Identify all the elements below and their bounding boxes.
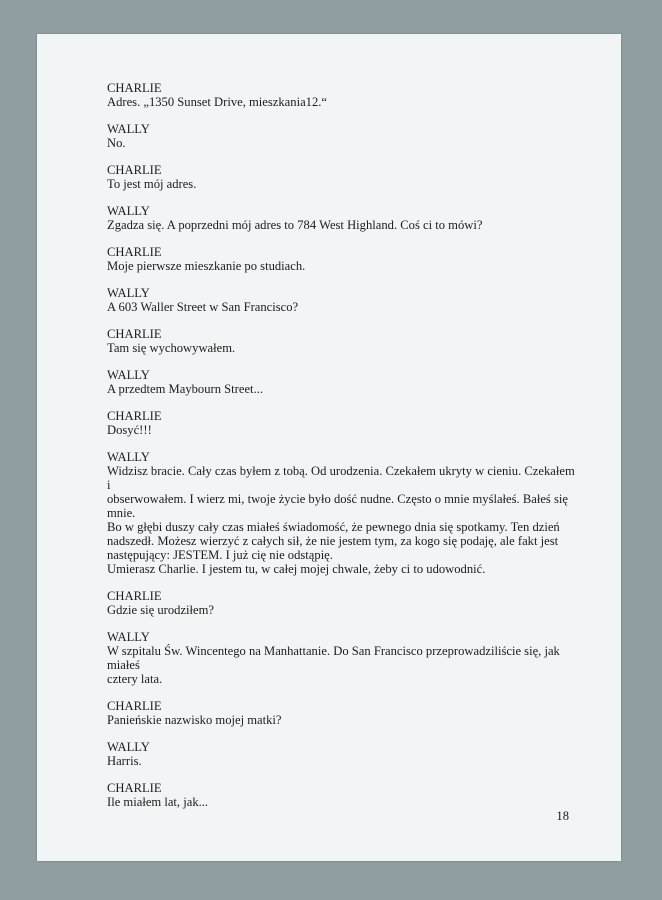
dialogue-line: Widzisz bracie. Cały czas byłem z tobą. Od urodzenia. Czekałem ukryty w cieniu. Czekałem i [107, 464, 578, 492]
speaker-name: CHARLIE [107, 245, 162, 259]
speaker-name: WALLY [107, 286, 150, 300]
dialogue-line: A 603 Waller Street w San Francisco? [107, 300, 299, 314]
speaker-name: WALLY [107, 740, 150, 754]
dialogue-block [107, 204, 577, 232]
speaker-name: CHARLIE [107, 163, 162, 177]
dialogue-line: Harris. [107, 754, 142, 768]
dialogue-block [107, 122, 577, 150]
dialogue-block [107, 286, 577, 314]
speaker-name: CHARLIE [107, 409, 162, 423]
speaker-name: CHARLIE [107, 699, 162, 713]
dialogue-block [107, 163, 577, 191]
dialogue-line: Zgadza się. A poprzedni mój adres to 784 West Highland. Coś ci to mówi? [107, 218, 483, 232]
dialogue-block [107, 450, 577, 576]
dialogue-line: W szpitalu Św. Wincentego na Manhattanie. Do San Francisco przeprowadziliście się, jak miałeś [107, 644, 564, 672]
speaker-name: CHARLIE [107, 589, 162, 603]
dialogue-block [107, 630, 577, 686]
dialogue-line: A przedtem Maybourn Street... [107, 382, 263, 396]
dialogue-line: Panieńskie nazwisko mojej matki? [107, 713, 282, 727]
dialogue-line: Moje pierwsze mieszkanie po studiach. [107, 259, 306, 273]
dialogue-line: Dosyć!!! [107, 423, 152, 437]
speaker-name: CHARLIE [107, 81, 162, 95]
dialogue-line: To jest mój adres. [107, 177, 197, 191]
dialogue-line: No. [107, 136, 126, 150]
dialogue-line: obserwowałem. I wierz mi, twoje życie było dość nudne. Często o mnie myślałeś. Bałeś się mnie. [107, 492, 572, 520]
dialogue-line: Bo w głębi duszy cały czas miałeś świadomość, że pewnego dnia się spotkamy. Ten dzień [107, 520, 560, 534]
dialogue-block [107, 740, 577, 768]
dialogue-block [107, 781, 577, 809]
dialogue-block [107, 409, 577, 437]
page-number: 18 [556, 809, 569, 823]
dialogue-block [107, 327, 577, 355]
speaker-name: WALLY [107, 204, 150, 218]
speaker-name: WALLY [107, 630, 150, 644]
dialogue-line: Adres. „1350 Sunset Drive, mieszkania12.“ [107, 95, 327, 109]
dialogue-line: nadszedł. Możesz wierzyć z całych sił, że nie jestem tym, za kogo się podaję, ale fakt jest [107, 534, 559, 548]
dialogue-block [107, 245, 577, 273]
dialogue-block [107, 589, 577, 617]
dialogue-line: Tam się wychowywałem. [107, 341, 236, 355]
dialogue-block [107, 699, 577, 727]
speaker-name: WALLY [107, 122, 150, 136]
speaker-name: WALLY [107, 450, 150, 464]
dialogue-block [107, 81, 577, 109]
dialogue-block [107, 368, 577, 396]
dialogue-line: Ile miałem lat, jak... [107, 795, 209, 809]
dialogue-line: Gdzie się urodziłem? [107, 603, 215, 617]
dialogue-line: cztery lata. [107, 672, 163, 686]
speaker-name: WALLY [107, 368, 150, 382]
speaker-name: CHARLIE [107, 781, 162, 795]
dialogue-line: następujący: JESTEM. I już cię nie odstąpię. [107, 548, 333, 562]
speaker-name: CHARLIE [107, 327, 162, 341]
script-page [37, 34, 621, 861]
dialogue-line: Umierasz Charlie. I jestem tu, w całej mojej chwale, żeby ci to udowodnić. [107, 562, 486, 576]
dialogue-body [107, 81, 577, 822]
